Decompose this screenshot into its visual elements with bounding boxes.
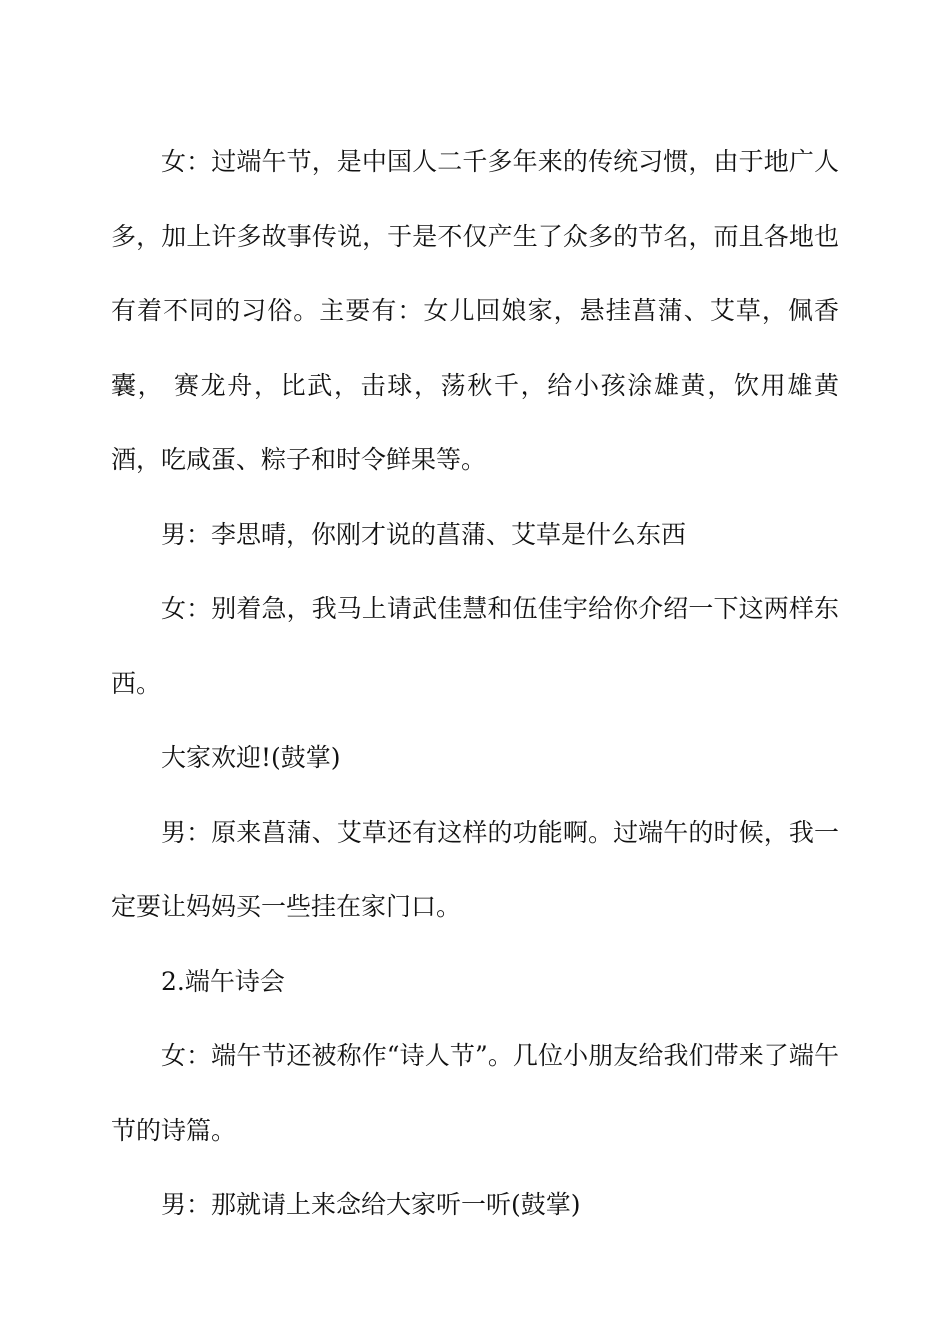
paragraph-question: 男：李思晴，你刚才说的菖蒲、艾草是什么东西 bbox=[161, 519, 687, 549]
section-heading-poetry: 2.端午诗会 bbox=[161, 966, 285, 996]
paragraph-invitation: 男：那就请上来念给大家听一听(鼓掌) bbox=[161, 1190, 581, 1219]
document-body bbox=[111, 125, 839, 1243]
paragraph-poet-festival: 女：端午节还被称作“诗人节”。几位小朋友给我们带来了端午节的诗篇。 bbox=[111, 1041, 839, 1145]
paragraph-response: 男：原来菖蒲、艾草还有这样的功能啊。过端午的时候，我一定要让妈妈买一些挂在家门口。 bbox=[111, 817, 839, 921]
paragraph-introduction: 女：别着急，我马上请武佳慧和伍佳宇给你介绍一下这两样东西。 bbox=[111, 594, 839, 698]
paragraph-welcome: 大家欢迎!(鼓掌) bbox=[161, 743, 341, 772]
paragraph-customs: 女：过端午节，是中国人二千多年来的传统习惯，由于地广人多，加上许多故事传说，于是不仅产生了众多的节名，而且各地也有着不同的习俗。主要有：女儿回娘家，悬挂菖蒲、艾草，佩香囊， 赛龙舟，比武，击球，荡秋千，给小孩涂雄黄，饮用雄黄酒，吃咸蛋、粽子和时令鲜果等。 bbox=[111, 147, 839, 474]
